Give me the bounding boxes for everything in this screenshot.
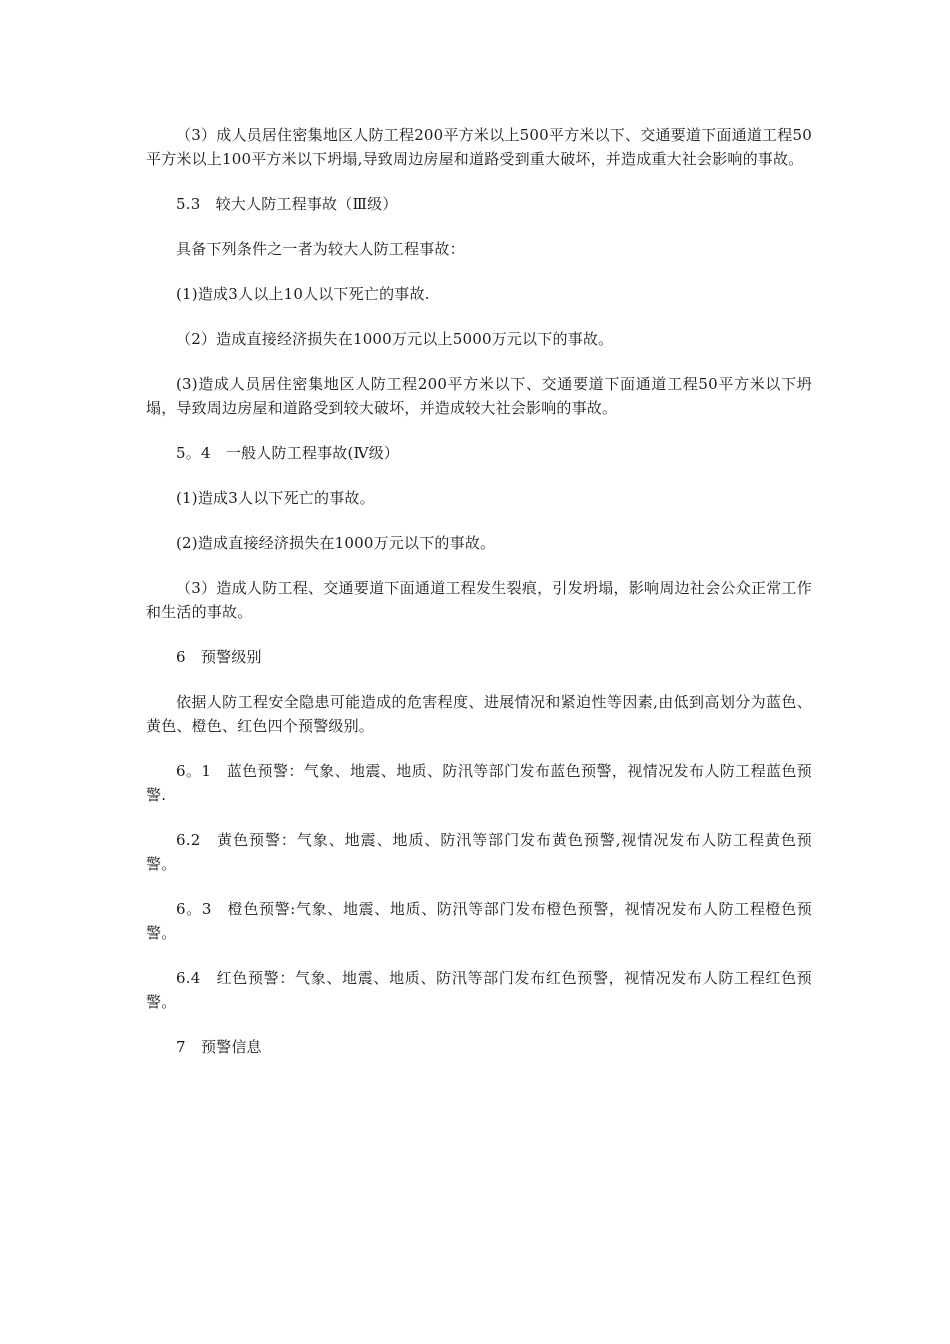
paragraph-red-warning: 6.4 红色预警：气象、地震、地质、防汛等部门发布红色预警，视情况发布人防工程红色预警。 xyxy=(146,969,812,1011)
paragraph-conditions-intro: 具备下列条件之一者为较大人防工程事故： xyxy=(176,240,465,258)
heading-6: 6 预警级别 xyxy=(176,648,262,666)
paragraph-larger-accident-item-1: (1)造成3人以上10人以下死亡的事故. xyxy=(176,285,430,303)
paragraph-larger-accident-item-2: （2）造成直接经济损失在1000万元以上5000万元以下的事故。 xyxy=(176,330,614,348)
paragraph-blue-warning: 6。1 蓝色预警：气象、地震、地质、防汛等部门发布蓝色预警，视情况发布人防工程蓝色预警. xyxy=(146,762,812,804)
document-body xyxy=(146,123,812,1080)
paragraph-major-accident-item-3: （3）成人员居住密集地区人防工程200平方米以上500平方米以下、交通要道下面通道工程50平方米以上100平方米以下坍塌,导致周边房屋和道路受到重大破坏，并造成重大社会影响的事故。 xyxy=(146,126,812,168)
paragraph-general-accident-item-3: （3）造成人防工程、交通要道下面通道工程发生裂痕，引发坍塌，影响周边社会公众正常工作和生活的事故。 xyxy=(146,579,812,621)
paragraph-warning-levels: 依据人防工程安全隐患可能造成的危害程度、进展情况和紧迫性等因素,由低到高划分为蓝色、黄色、橙色、红色四个预警级别。 xyxy=(146,693,812,735)
paragraph-orange-warning: 6。3 橙色预警:气象、地震、地质、防汛等部门发布橙色预警，视情况发布人防工程橙色预警。 xyxy=(146,900,812,942)
heading-5-4: 5。4 一般人防工程事故(Ⅳ级） xyxy=(176,444,400,462)
heading-7: 7 预警信息 xyxy=(176,1038,262,1056)
paragraph-general-accident-item-2: (2)造成直接经济损失在1000万元以下的事故。 xyxy=(176,534,496,552)
paragraph-general-accident-item-1: (1)造成3人以下死亡的事故。 xyxy=(176,489,375,507)
paragraph-larger-accident-item-3: (3)造成人员居住密集地区人防工程200平方米以下、交通要道下面通道工程50平方米以下坍塌，导致周边房屋和道路受到较大破坏，并造成较大社会影响的事故。 xyxy=(146,375,812,417)
paragraph-yellow-warning: 6.2 黄色预警：气象、地震、地质、防汛等部门发布黄色预警,视情况发布人防工程黄色预警。 xyxy=(146,831,812,873)
heading-5-3: 5.3 较大人防工程事故（Ⅲ级） xyxy=(176,195,398,213)
